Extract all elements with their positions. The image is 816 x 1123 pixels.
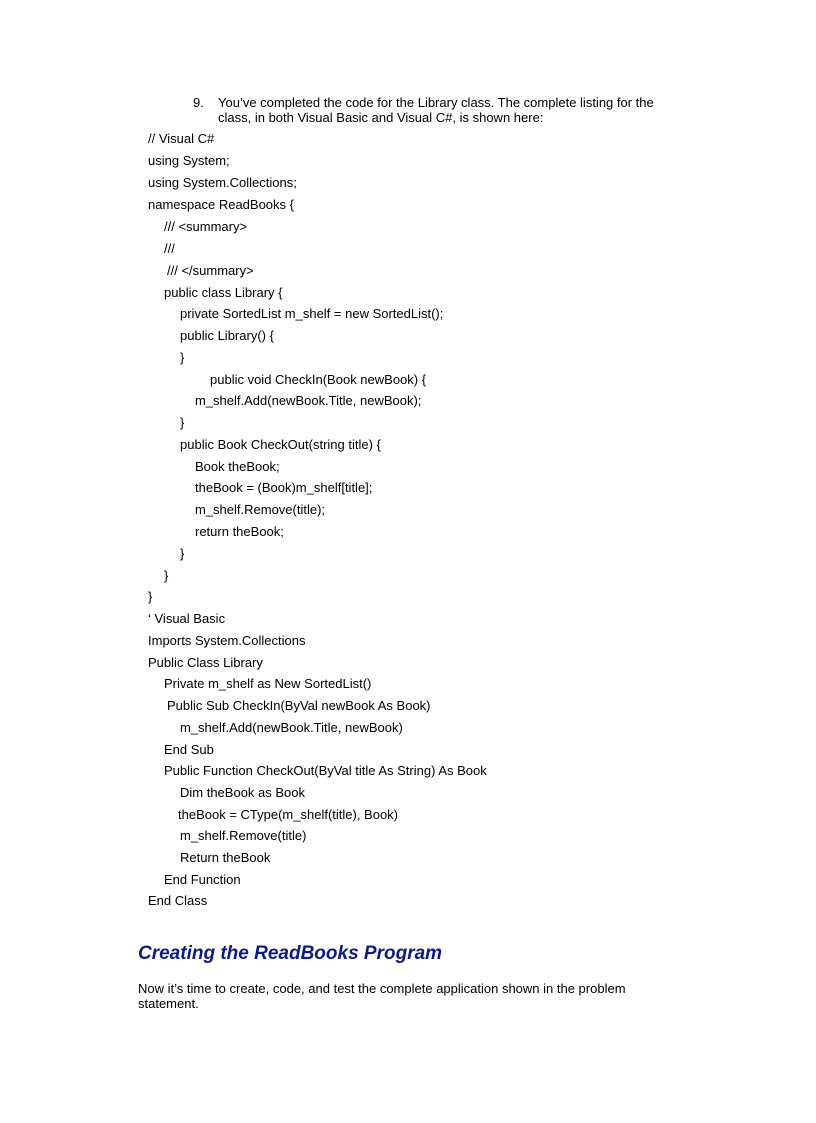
code-line: theBook = CType(m_shelf(title), Book) (178, 807, 399, 822)
code-line: public Library() { (180, 328, 274, 343)
step-number: 9. (193, 95, 204, 110)
code-line: Return theBook (180, 850, 271, 865)
code-line: public void CheckIn(Book newBook) { (210, 372, 427, 387)
code-line: m_shelf.Remove(title) (180, 828, 307, 843)
code-line: Public Sub CheckIn(ByVal newBook As Book) (167, 698, 431, 713)
code-line: m_shelf.Add(newBook.Title, newBook); (195, 393, 422, 408)
code-line: } (180, 415, 185, 430)
code-line: m_shelf.Remove(title); (195, 502, 326, 517)
step-item-9 (193, 95, 663, 125)
code-line: Public Function CheckOut(ByVal title As String) As Book (164, 763, 487, 778)
code-line: Private m_shelf as New SortedList() (164, 676, 372, 691)
code-line: Imports System.Collections (148, 633, 306, 648)
code-line: } (164, 568, 169, 583)
code-line: Book theBook; (195, 459, 280, 474)
code-line: Public Class Library (148, 655, 263, 670)
code-line: /// (164, 241, 175, 256)
code-line: m_shelf.Add(newBook.Title, newBook) (180, 720, 403, 735)
code-line: public class Library { (164, 285, 283, 300)
code-line: End Sub (164, 742, 214, 757)
section-heading: Creating the ReadBooks Program (138, 943, 443, 964)
code-line: return theBook; (195, 524, 284, 539)
code-line: End Function (164, 872, 241, 887)
code-line: } (180, 546, 185, 561)
code-line: using System.Collections; (148, 175, 297, 190)
code-line: } (180, 350, 185, 365)
code-line: ‘ Visual Basic (148, 611, 226, 626)
code-line: } (148, 589, 153, 604)
step-text: You’ve completed the code for the Library class. The complete listing for the class, in both Visual Basic and Visual C#, is shown here: (218, 95, 654, 125)
code-line: theBook = (Book)m_shelf[title]; (195, 480, 373, 495)
code-line: End Class (148, 893, 208, 908)
code-line: Dim theBook as Book (180, 785, 306, 800)
code-line: namespace ReadBooks { (148, 197, 294, 212)
code-line: public Book CheckOut(string title) { (180, 437, 381, 452)
code-line: private SortedList m_shelf = new SortedList(); (180, 306, 444, 321)
code-line: /// <summary> (164, 219, 248, 234)
code-line: /// </summary> (167, 263, 254, 278)
code-line: using System; (148, 153, 230, 168)
code-line: // Visual C# (148, 131, 215, 146)
section-paragraph: Now it’s time to create, code, and test the complete application shown in the problem statement. (138, 981, 626, 1011)
